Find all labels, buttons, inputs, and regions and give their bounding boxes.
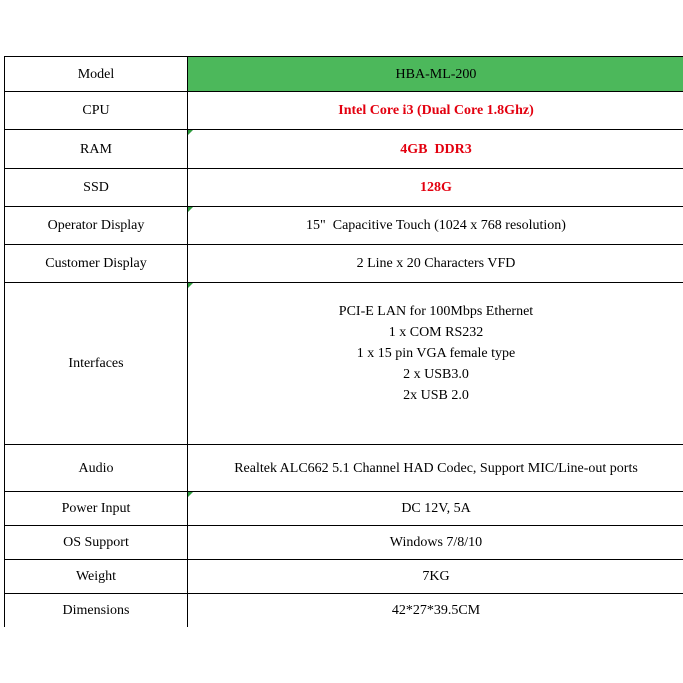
row-label-ssd: SSD	[5, 169, 188, 207]
row-label-power-input: Power Input	[5, 492, 188, 526]
row-label-weight: Weight	[5, 560, 188, 594]
table-row	[5, 526, 683, 560]
table-row	[5, 245, 683, 283]
table-row	[5, 207, 683, 245]
row-label-cpu: CPU	[5, 92, 188, 130]
table-row	[5, 594, 683, 627]
row-value-operator-display	[188, 207, 683, 245]
row-value-power-input-text: DC 12V, 5A	[401, 501, 471, 516]
spacer	[188, 406, 683, 426]
row-value-customer-display: 2 Line x 20 Characters VFD	[188, 245, 683, 283]
table-row	[5, 169, 683, 207]
row-label-interfaces: Interfaces	[5, 283, 188, 445]
row-value-ssd: 128G	[188, 169, 683, 207]
row-label-os-support: OS Support	[5, 526, 188, 560]
row-label-model: Model	[5, 57, 188, 92]
table-row	[5, 492, 683, 526]
row-label-operator-display: Operator Display	[5, 207, 188, 245]
row-label-dimensions: Dimensions	[5, 594, 188, 627]
interfaces-line: 2 x USB3.0	[403, 367, 469, 382]
table-row	[5, 130, 683, 169]
table-row	[5, 283, 683, 445]
table-row	[5, 560, 683, 594]
row-value-cpu-text: Intel Core i3 (Dual Core 1.8Ghz)	[338, 103, 534, 118]
table-row	[5, 92, 683, 130]
row-value-os-support: Windows 7/8/10	[188, 526, 683, 560]
cell-marker-icon	[188, 130, 193, 135]
interfaces-line: 1 x COM RS232	[388, 325, 484, 340]
row-label-customer-display: Customer Display	[5, 245, 188, 283]
interfaces-line: 2x USB 2.0	[403, 388, 469, 403]
row-value-power-input	[188, 492, 683, 526]
spec-table	[4, 56, 683, 627]
row-value-cpu	[188, 92, 683, 130]
interfaces-line: PCI-E LAN for 100Mbps Ethernet	[338, 304, 534, 319]
row-label-ram: RAM	[5, 130, 188, 169]
row-value-model: HBA-ML-200	[188, 57, 683, 92]
table-row	[5, 57, 683, 92]
table-row	[5, 445, 683, 492]
interfaces-line: 1 x 15 pin VGA female type	[356, 346, 516, 361]
row-value-dimensions: 42*27*39.5CM	[188, 594, 683, 627]
cell-marker-icon	[188, 283, 193, 288]
row-value-audio: Realtek ALC662 5.1 Channel HAD Codec, Support MIC/Line-out ports	[188, 445, 683, 492]
row-value-ram	[188, 130, 683, 169]
row-value-interfaces	[188, 283, 683, 445]
cell-marker-icon	[188, 492, 193, 497]
cell-marker-icon	[188, 207, 193, 212]
row-value-weight: 7KG	[188, 560, 683, 594]
row-value-operator-display-text: 15" Capacitive Touch (1024 x 768 resolution)	[306, 218, 566, 233]
row-label-audio: Audio	[5, 445, 188, 492]
row-value-ram-text: 4GB DDR3	[400, 141, 472, 157]
